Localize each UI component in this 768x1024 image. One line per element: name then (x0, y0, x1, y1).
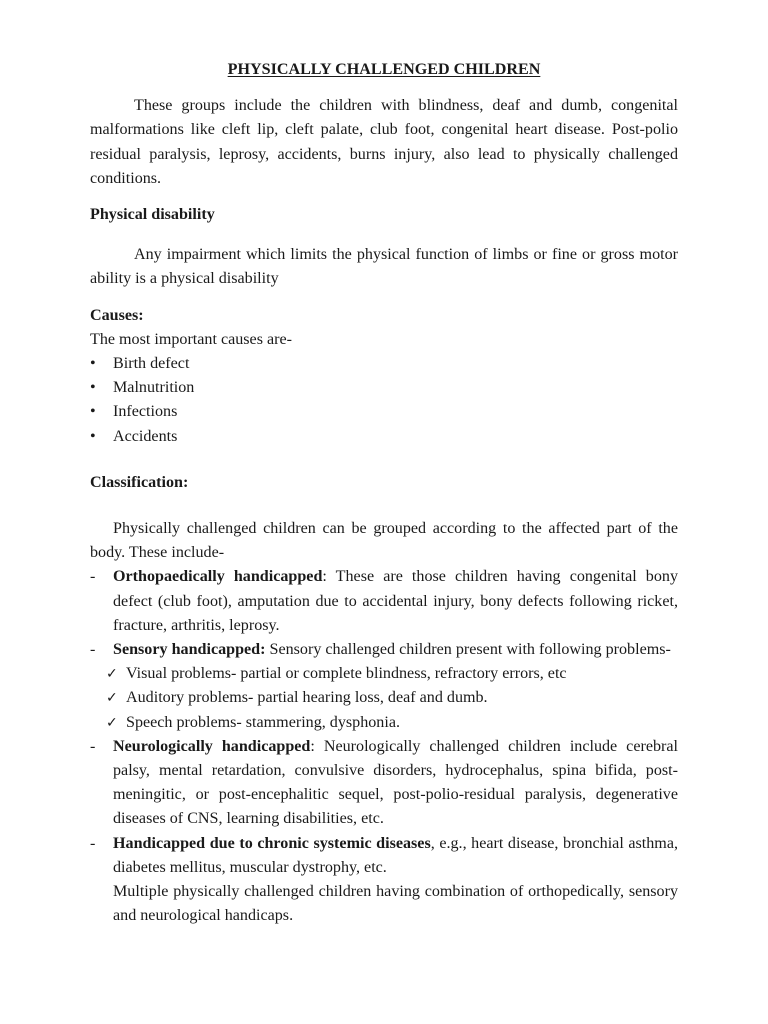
document-page (90, 58, 678, 929)
list-item (106, 686, 678, 710)
checkmark-icon: ✓ (106, 666, 118, 683)
bullet-icon: • (90, 403, 96, 421)
list-item (90, 376, 678, 400)
classification-item-neurological (90, 735, 678, 832)
problem-label: Auditory problems- partial hearing loss, deaf and dumb. (126, 689, 488, 707)
cause-label: Birth defect (113, 355, 190, 373)
bullet-icon: • (90, 427, 96, 445)
list-item (90, 400, 678, 424)
classification-item-sensory (90, 638, 678, 735)
classification-list (90, 565, 678, 928)
classification-heading: Classification: (90, 473, 189, 491)
multiple-handicaps-note: Multiple physically challenged children having combination of orthopedically, sensory and neurological handicaps. (113, 883, 678, 925)
dash-marker: - (90, 834, 96, 852)
problem-label: Visual problems- partial or complete blindness, refractory errors, etc (126, 665, 567, 683)
classification-text: , e.g., heart disease, bronchial asthma, diabetes mellitus, muscular dystrophy, etc. (113, 834, 678, 876)
dash-marker: - (90, 641, 96, 659)
classification-term: Orthopaedically handicapped (113, 568, 323, 586)
list-item (106, 711, 678, 735)
bullet-icon: • (90, 355, 96, 373)
physical-disability-heading: Physical disability (90, 206, 215, 224)
cause-label: Infections (113, 403, 178, 421)
classification-text: : These are those children having congenital bony defect (club foot), amputation due to accidental injury, bony defects following ricket, fracture, arthritis, leprosy. (113, 568, 678, 634)
classification-term: Handicapped due to chronic systemic diseases (113, 834, 431, 852)
classification-text: Sensory challenged children present with following problems- (265, 641, 671, 659)
dash-marker: - (90, 737, 96, 755)
cause-label: Malnutrition (113, 379, 195, 397)
page-title: PHYSICALLY CHALLENGED CHILDREN (227, 61, 541, 78)
causes-lead: The most important causes are- (90, 330, 292, 348)
dash-marker: - (90, 568, 96, 586)
classification-lead: Physically challenged children can be grouped according to the affected part of the body. These include- (90, 520, 678, 562)
classification-item-orthopaedic (90, 565, 678, 638)
physical-disability-paragraph: Any impairment which limits the physical function of limbs or fine or gross motor ability is a physical disability (90, 246, 678, 288)
classification-item-chronic-systemic (90, 832, 678, 929)
list-item (90, 425, 678, 449)
list-item (90, 352, 678, 376)
cause-label: Accidents (113, 427, 178, 445)
causes-heading: Causes: (90, 306, 144, 324)
problem-label: Speech problems- stammering, dysphonia. (126, 713, 400, 731)
checkmark-icon: ✓ (106, 690, 118, 707)
classification-term: Neurologically handicapped (113, 737, 311, 755)
list-item (106, 662, 678, 686)
classification-text: : Neurologically challenged children include cerebral palsy, mental retardation, convulsive disorders, hydrocephalus, spina bifida, post-meningitic, or post-encephalitic sequel, post-polio-residual paralysis, degenerative diseases of CNS, learning disabilities, etc. (113, 737, 678, 828)
intro-paragraph: These groups include the children with blindness, deaf and dumb, congenital malformations like cleft lip, cleft palate, club foot, congenital heart disease. Post-polio residual paralysis, leprosy, accidents, burns injury, also lead to physically challenged conditions. (90, 97, 678, 187)
bullet-icon: • (90, 379, 96, 397)
sensory-problems-list (106, 662, 678, 735)
checkmark-icon: ✓ (106, 714, 118, 731)
causes-list (90, 352, 678, 449)
classification-term: Sensory handicapped: (113, 641, 266, 659)
